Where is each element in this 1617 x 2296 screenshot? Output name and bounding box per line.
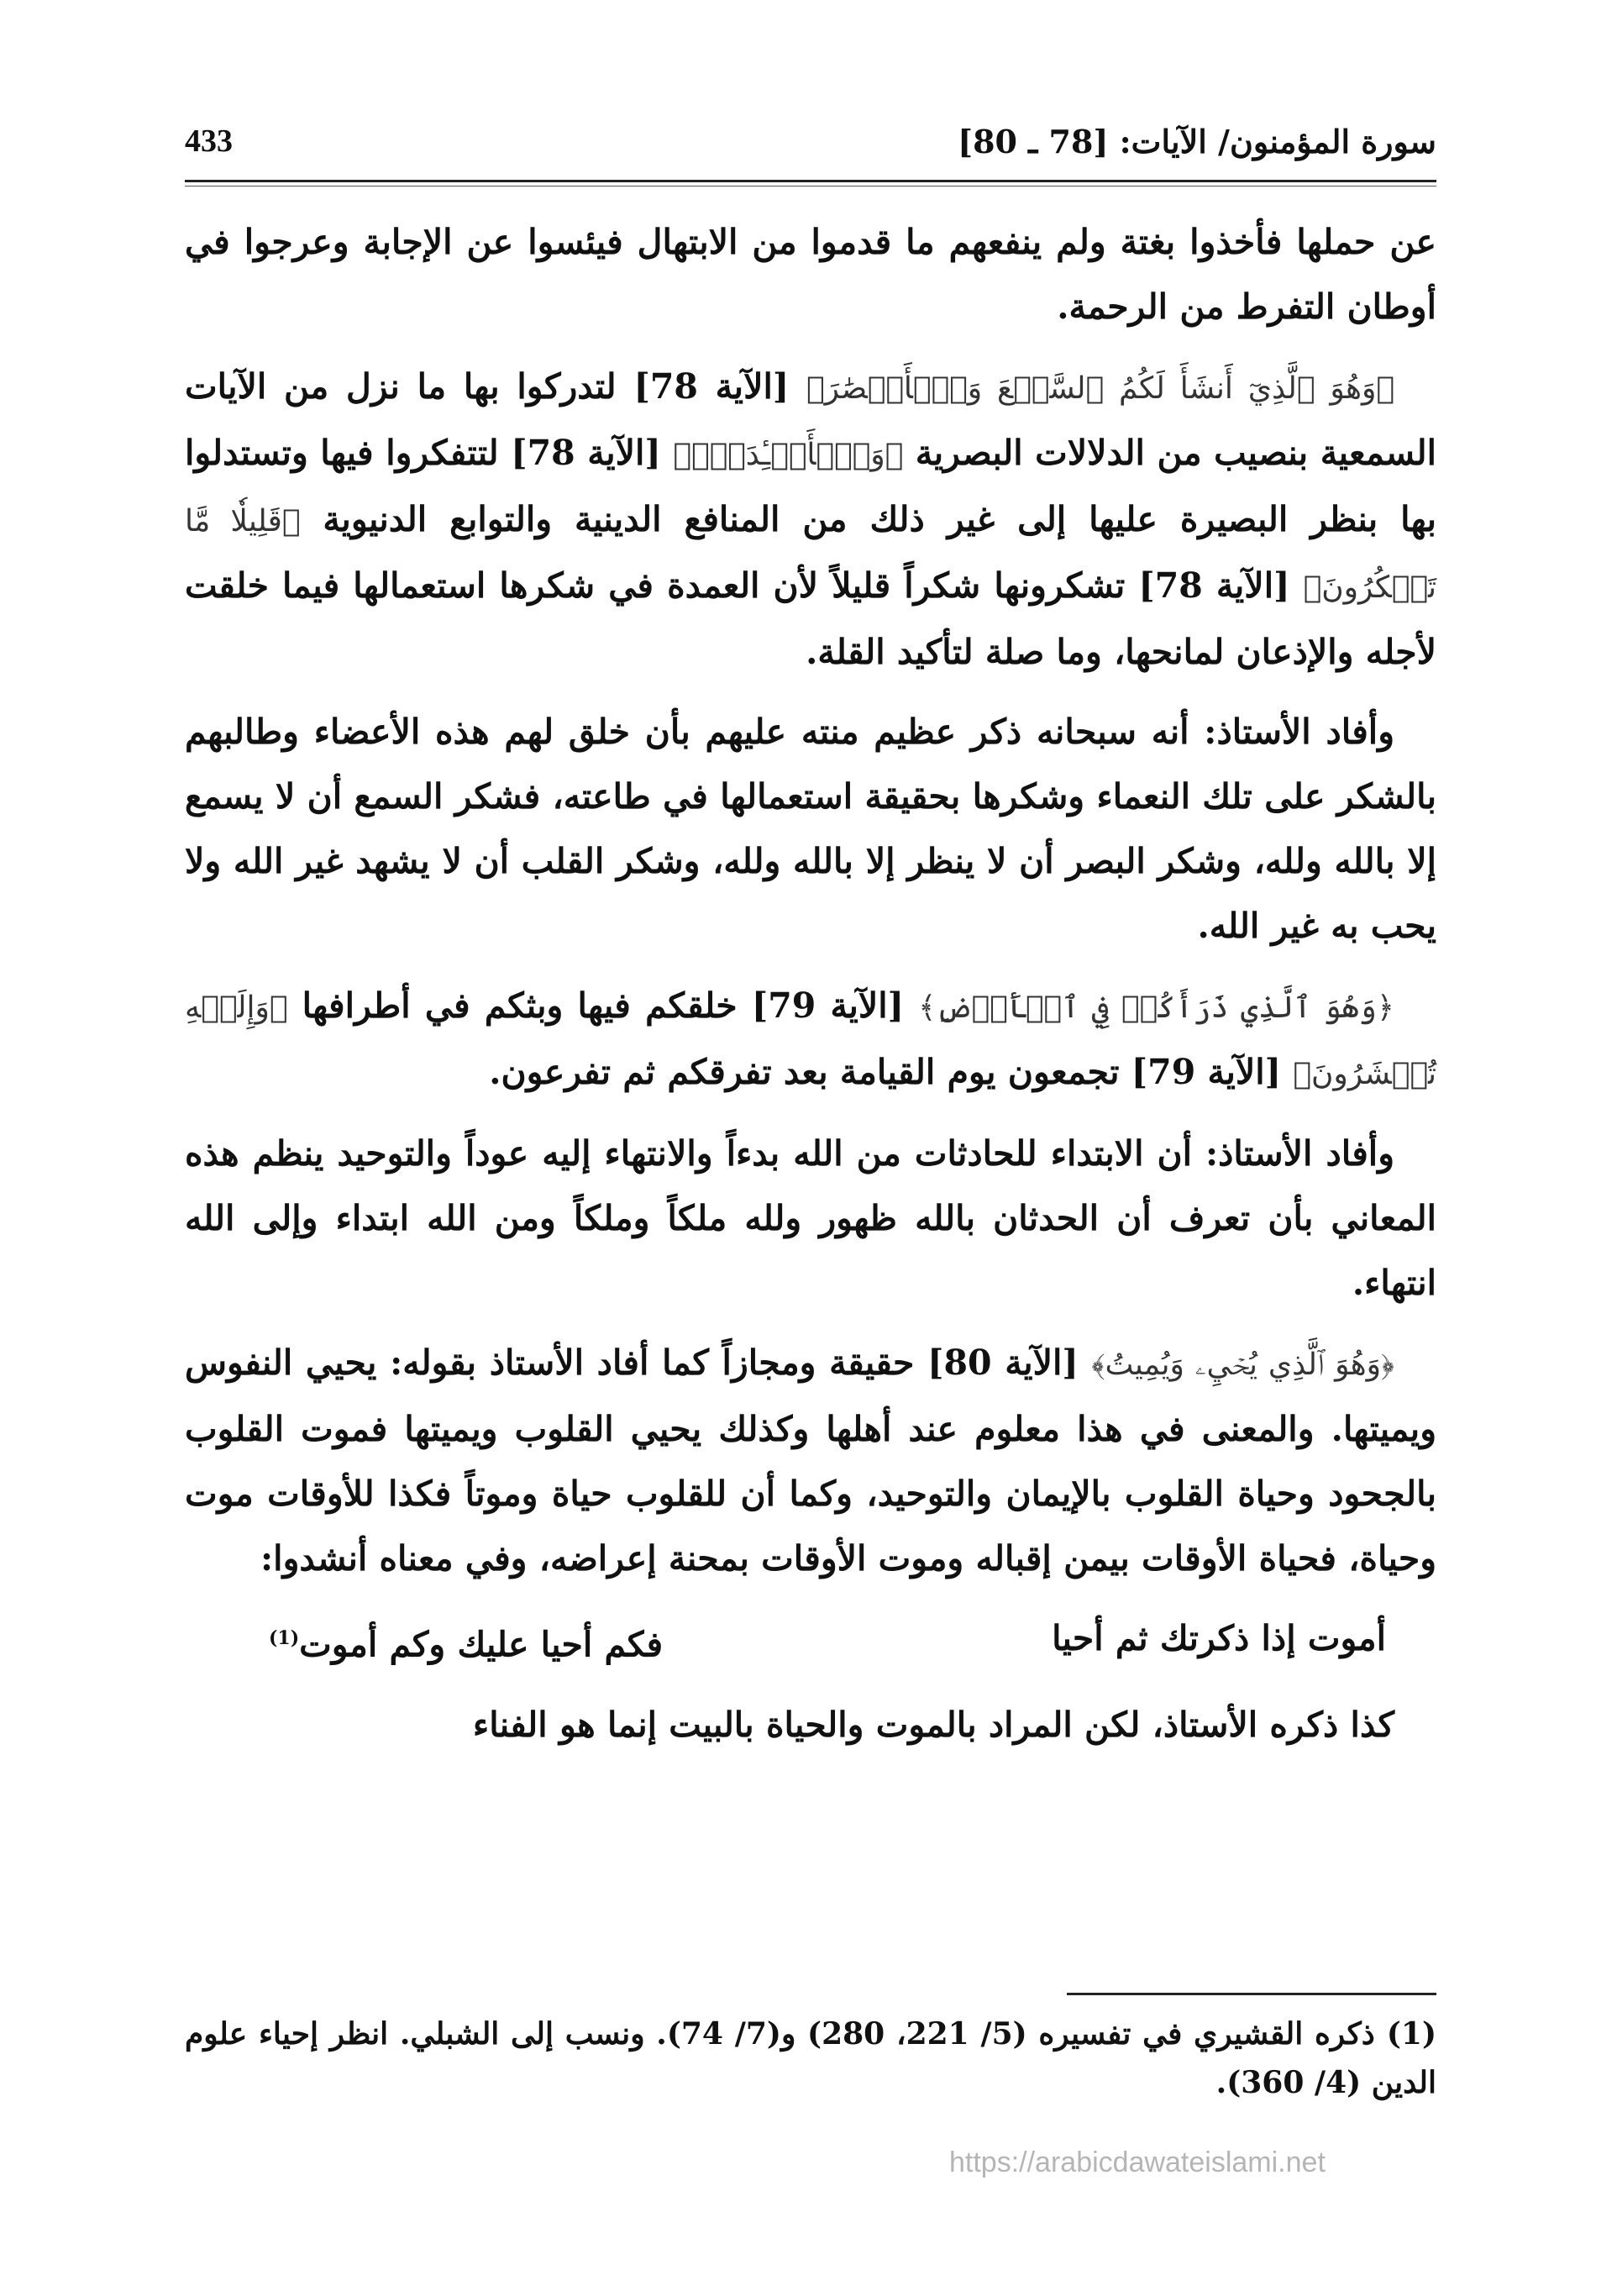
watermark: https://arabicdawateislami.net	[949, 2146, 1326, 2178]
paragraph: وأفاد الأستاذ: أن الابتداء للحادثات من الله بدءاً والانتهاء إليه عوداً والتوحيد ينظم هذه المعاني بأن تعرف أن الحدثان بالله ظهور ولله ملكاً وملكاً ومن الله ابتداء وإلى الله انتهاء.	[185, 1133, 1436, 1303]
footnote-text: ذكره القشيري في تفسيره (5/ 221، 280) و(7/ 74). ونسب إلى الشبلي. انظر إحياء علوم الدين (4/ 360).	[185, 2016, 1436, 2100]
main-text	[185, 210, 1436, 1773]
paragraph: عن حملها فأخذوا بغتة ولم ينفعهم ما قدموا من الابتهال فيئسوا عن الإجابة وعرجوا في أوطان التفرط من الرحمة.	[185, 222, 1436, 327]
header-divider-thin	[185, 186, 1436, 187]
chapter-title: سورة المؤمنون/ الآيات: [78 ـ 80]	[958, 123, 1436, 160]
header-divider	[185, 180, 1436, 182]
commentary-text: [الآية 78] تشكرونها شكراً قليلاً لأن العمدة في شكرها استعمالها فيما خلقت لأجله والإذعان لمانحها، وما صلة لتأكيد القلة.	[185, 565, 1436, 672]
quran-verse: ﴿قَلِيلٗا مَّا تَشۡكُرُونَ﴾	[185, 504, 1436, 605]
paragraph: وأفاد الأستاذ: أنه سبحانه ذكر عظيم منته عليهم بأن خلق لهم هذه الأعضاء وطالبهم بالشكر على تلك النعماء وشكرها بحقيقة استعمالها في طاعته، فشكر السمع أن لا يسمع إلا بالله ولله، وشكر البصر أن لا ينظر إلا بالله ولله، وشكر القلب أن لا يشهد غير الله ولا يحب به غير الله.	[185, 712, 1436, 946]
commentary-text: [الآية 80] حقيقة ومجازاً كما أفاد الأستاذ بقوله: يحيي النفوس ويميتها. والمعنى في هذا معلوم عند أهلها وكذلك يحيي القلوب ويميتها فموت القلوب بالجحود وحياة القلوب بالإيمان والتوحيد، وكما أن للقلوب حياة وموتاً فكذا للأوقات موت وحياة، فحياة الأوقات بيمن إقباله وموت الأوقات بمحنة إعراضه، وفي معناه أنشدوا:	[185, 1342, 1436, 1579]
poem-verse	[269, 1606, 1386, 1678]
quran-verse: ﴿وَهُوَ ٱلَّذِي يُحۡيِۦ وَيُمِيتُ﴾	[1091, 1348, 1394, 1382]
poem-second-hemistich: فكم أحيا عليك وكم أموت$^{(1)}$	[269, 1624, 664, 1665]
commentary-text: [الآية 78] لتتفكروا فيها وتستدلوا بها بنظر البصيرة عليها إلى غير ذلك من المنافع الدينية والتوابع الدنيوية	[185, 433, 1436, 539]
quran-verse: ﴿وَهُوَ ٱلَّذِي ذَرَأَكُمۡ فِي ٱلۡأَرۡضِ﴾	[918, 990, 1394, 1025]
footnote-number: (1)	[1386, 2016, 1436, 2052]
footnote-divider	[1067, 1993, 1436, 1995]
paragraph	[185, 355, 1436, 685]
footnote-reference: (1)	[269, 1627, 300, 1649]
quran-verse: ﴿وَإِلَيۡهِ تُحۡشَرُونَ﴾	[185, 990, 1436, 1091]
page-number: 433	[185, 123, 233, 159]
paragraph	[185, 1331, 1436, 1591]
running-header	[185, 118, 1436, 176]
commentary-text: [الآية 79] خلقكم فيها وبثكم في أطرافها	[287, 985, 919, 1026]
poem-first-hemistich: أموت إذا ذكرتك ثم أحيا	[1052, 1618, 1386, 1658]
quran-verse: ﴿وَٱلۡأَفۡـِٔدَةَۚ﴾	[673, 438, 904, 472]
commentary-text: [الآية 79] تجمعون يوم القيامة بعد تفرقكم ثم تفرعون.	[489, 1052, 1294, 1092]
paragraph	[185, 974, 1436, 1106]
footnote	[185, 2010, 1436, 2107]
paragraph: كذا ذكره الأستاذ، لكن المراد بالموت والحياة بالبيت إنما هو الفناء	[472, 1704, 1394, 1745]
quran-verse: ﴿وَهُوَ ٱلَّذِيٓ أَنشَأَ لَكُمُ ٱلسَّمۡعَ وَٱلۡأَبۡصَٰرَ﴾	[806, 371, 1394, 406]
commentary-text: [الآية 78] لتدركوا بها ما نزل من الآيات السمعية بنصيب من الدلالات البصرية	[185, 366, 1436, 473]
